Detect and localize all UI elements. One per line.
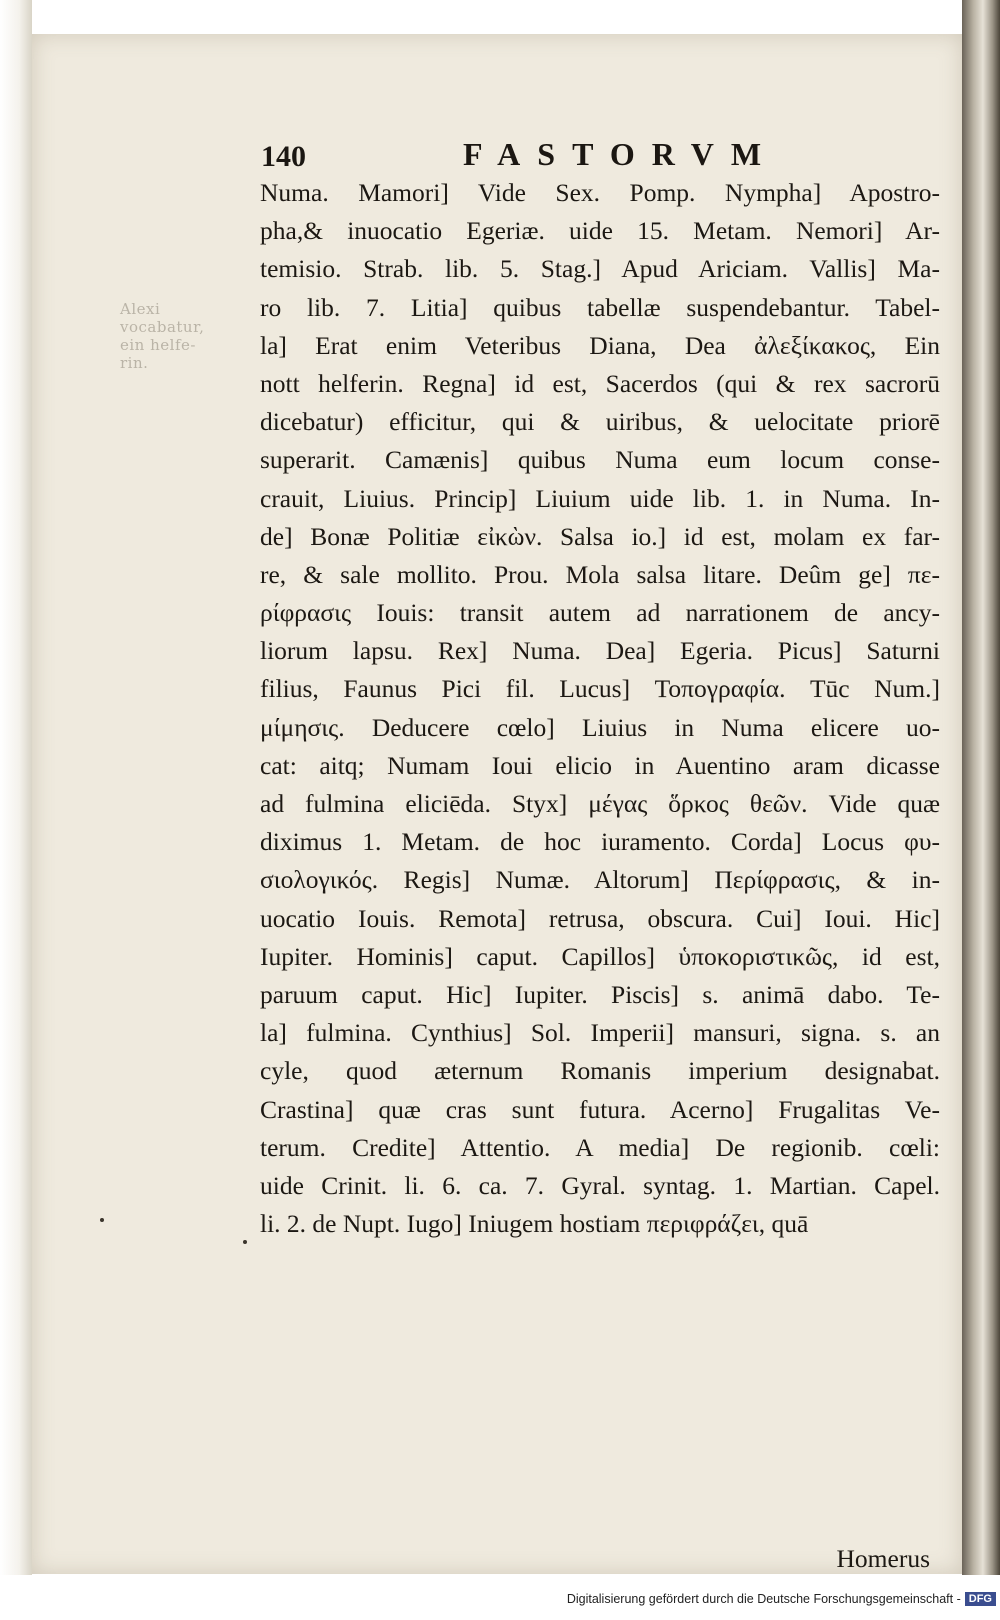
text-line: crauit, Liuius. Princip] Liuium uide lib. 1. in Numa. In- — [260, 483, 940, 513]
text-line: superarit. Camænis] quibus Numa eum locum conse- — [260, 445, 940, 475]
text-line: pha,& inuocatio Egeriæ. uide 15. Metam. Nemori] Ar- — [260, 216, 940, 246]
catchword: Homerus — [836, 1544, 930, 1573]
text-line: Iupiter. Hominis] caput. Capillos] ὑποκοριστικῶς, id est, — [260, 941, 940, 971]
text-line: nott helferin. Regna] id est, Sacerdos (qui & rex sacrorū — [260, 368, 940, 398]
text-line: ro lib. 7. Litia] quibus tabellæ suspendebantur. Tabel- — [260, 292, 940, 322]
marginal-line: ein helfe- — [120, 336, 196, 354]
ink-speck — [100, 1218, 104, 1222]
dfg-logo: DFG — [965, 1592, 996, 1606]
text-line: uide Crinit. li. 6. ca. 7. Gyral. syntag. 1. Martian. Capel. — [260, 1170, 940, 1200]
text-line: paruum caput. Hic] Iupiter. Piscis] s. animā dabo. Te- — [260, 979, 940, 1009]
commentary-text — [260, 174, 940, 1243]
text-line: li. 2. de Nupt. Iugo] Iniugem hostiam περιφράζει, quā — [260, 1209, 809, 1239]
text-line: uocatio Iouis. Remota] retrusa, obscura. Cui] Ioui. Hic] — [260, 903, 940, 933]
page-number: 140 — [261, 140, 306, 173]
text-line: de] Bonæ Politiæ εἰκὼν. Salsa io.] id est, molam ex far- — [260, 521, 940, 551]
text-line: re, & sale mollito. Prou. Mola salsa litare. Deûm ge] πε- — [260, 559, 940, 589]
text-line: cyle, quod æternum Romanis imperium designabat. — [260, 1056, 940, 1086]
text-line: Numa. Mamori] Vide Sex. Pomp. Nympha] Apostro- — [260, 178, 940, 207]
footer-credit: Digitalisierung gefördert durch die Deutsche Forschungsgemeinschaft - — [566, 1592, 961, 1606]
running-head: FASTORVM — [463, 136, 779, 172]
text-line: terum. Credite] Attentio. A media] De regionib. cœli: — [260, 1132, 940, 1162]
scan-top-margin — [0, 0, 1000, 34]
text-line: filius, Faunus Pici fil. Lucus] Τοπογραφία. Tūc Num.] — [260, 674, 940, 704]
text-line: ad fulmina eliciēda. Styx] μέγας ὅρκος θεῶν. Vide quæ — [260, 789, 940, 818]
ink-speck — [243, 1240, 247, 1244]
digitization-footer — [0, 1592, 996, 1606]
text-line: diximus 1. Metam. de hoc iuramento. Corda] Locus φυ- — [260, 827, 940, 857]
book-fore-edge — [962, 0, 1000, 1575]
marginal-line: vocabatur, — [120, 318, 205, 336]
text-line: la] fulmina. Cynthius] Sol. Imperii] mansuri, signa. s. an — [260, 1018, 940, 1048]
marginal-line: rin. — [120, 354, 149, 372]
text-line: Crastina] quæ cras sunt futura. Acerno] Frugalitas Ve- — [260, 1094, 940, 1124]
bleed-through-marginal-note — [120, 300, 240, 372]
text-line: μίμησις. Deducere cœlo] Liuius in Numa elicere uo- — [260, 712, 940, 742]
text-line: temisio. Strab. lib. 5. Stag.] Apud Ariciam. Vallis] Ma- — [260, 254, 940, 284]
text-line: la] Erat enim Veteribus Diana, Dea ἀλεξίκακος, Ein — [260, 330, 940, 360]
text-line: ρίφρασις Iouis: transit autem ad narrationem de ancy- — [260, 598, 940, 628]
binding-shadow — [0, 0, 32, 1575]
text-line: σιολογικός. Regis] Numæ. Altorum] Περίφρασις, & in- — [260, 865, 940, 895]
text-line: liorum lapsu. Rex] Numa. Dea] Egeria. Picus] Saturni — [260, 636, 940, 666]
marginal-line: Alexi — [120, 300, 161, 318]
text-line: cat: aitq; Numam Ioui elicio in Auentino aram dicasse — [260, 750, 940, 780]
text-line: dicebatur) efficitur, qui & uiribus, & uelocitate priorē — [260, 407, 940, 437]
page-header — [261, 134, 951, 176]
